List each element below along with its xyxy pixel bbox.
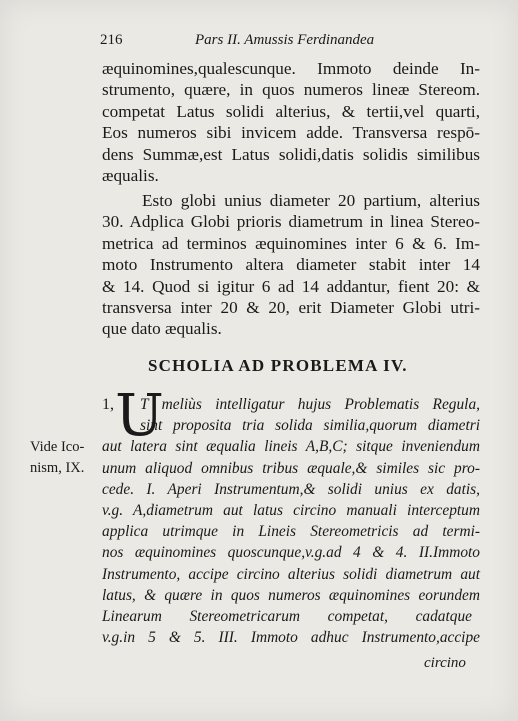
text-line: Instrumento, accipe circino alterius solidi diametrum aut — [102, 565, 480, 583]
paragraph-2 — [102, 190, 480, 340]
text-line: strumento, quære, in quos numeros lineæ Stereom. — [102, 80, 480, 100]
margin-note-line: nism, IX. — [30, 460, 85, 477]
scholia-text — [102, 394, 480, 648]
section-heading: SCHOLIA AD PROBLEMA IV. — [148, 356, 408, 375]
text-line: moto Instrumento altera diameter stabit inter 14 — [102, 255, 480, 275]
page-number: 216 — [100, 32, 123, 48]
text-line: Linearum Stereometricarum competat, cadatque — [102, 608, 472, 626]
text-line: transversa inter 20 & 20, erit Diameter Globi utri- — [102, 298, 480, 318]
text-line: nos æquinomines quoscunque,v.g.ad 4 & 4. II.Immoto — [102, 544, 480, 562]
scholia-number: 1, — [102, 396, 114, 413]
paragraph-1 — [102, 58, 480, 186]
text-line: & 14. Quod si igitur 6 ad 14 addantur, fient 20: & — [102, 276, 480, 296]
margin-note — [30, 437, 100, 479]
text-line: v.g.in 5 & 5. III. Immoto adhuc Instrumento,accipe — [102, 629, 480, 647]
text-line: applica utrimque in Lineis Stereometricis ad termi- — [102, 523, 480, 541]
text-line: v.g. A,diametrum aut latus circino manuali interceptum — [102, 502, 480, 520]
text-line: T meliùs intelligatur hujus Problematis Regula, — [140, 396, 480, 413]
text-line: Esto globi unius diameter 20 partium, alterius — [142, 191, 480, 210]
drop-cap-initial: U — [115, 381, 164, 449]
margin-note-line: Vide Ico- — [30, 439, 85, 455]
text-line: dens Summæ,est Latus solidi,datis solidis similibus — [102, 144, 480, 164]
text-line: unum aliquod omnibus tribus æquale,& similes sic pro- — [102, 459, 480, 477]
text-line: 30. Adplica Globi prioris diametrum in linea Stereo- — [102, 212, 480, 232]
text-line: æqualis. — [102, 166, 159, 186]
text-line: competat Latus solidi alterius, & tertii,vel quarti, — [102, 101, 480, 121]
running-head: Pars II. Amussis Ferdinandea — [195, 32, 375, 48]
text-line: latus, & quære in quos numeros æquinomines eorundem — [102, 586, 480, 604]
catchword: circino — [424, 655, 466, 671]
text-line: Eos numeros sibi invicem adde. Transversa respō- — [102, 123, 480, 143]
page-header — [100, 32, 480, 54]
text-line: cede. I. Aperi Instrumentum,& solidi unius ex datis, — [102, 480, 480, 498]
text-line: aut latera sint æqualia lineis A,B,C; sitque inveniendum — [102, 438, 480, 456]
text-line: sint proposita tria solida similia,quorum diametri — [140, 417, 480, 435]
text-line: æquinomines,qualescunque. Immoto deinde In- — [102, 59, 480, 78]
text-line: metrica ad terminos æquinomines inter 6 & 6. Im- — [102, 233, 480, 253]
text-line: que dato æqualis. — [102, 319, 222, 339]
